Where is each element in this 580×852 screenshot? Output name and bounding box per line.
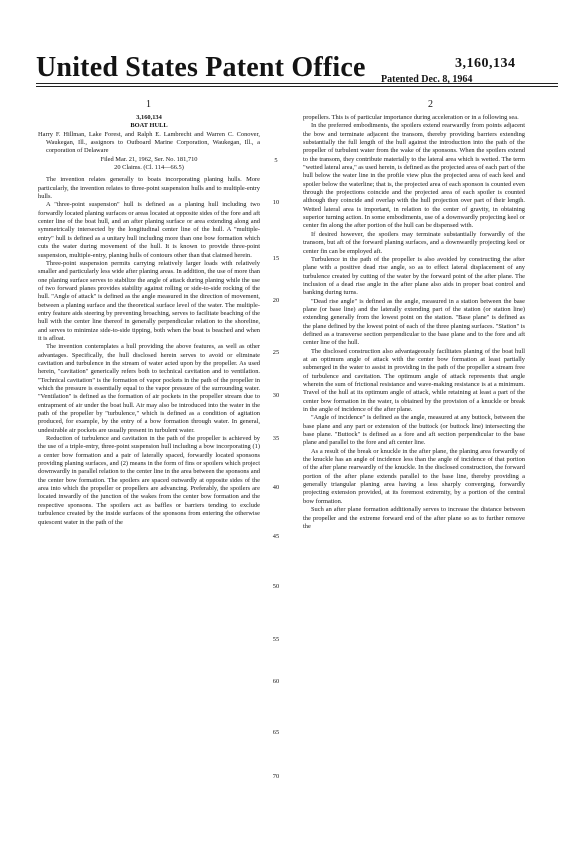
paragraph: Reduction of turbulence and cavitation in the path of the propeller is achieved by the use of a triple-entry, three-point suspension hull including a bow incorporating (1) a center bow formation and a pair of laterally spaced, forwardly located sponsons providing planing surfaces, and (2) means in the form of fins or spoilers which project downwardly in parallel relation to the center line in the area between the sponsons and the center bow formation. The spoilers are spaced outwardly at opposite sides of the area into which the propeller or propellers are advancing. Preferably, the spoilers are located inwardly of the junction of the wakes from the center bow formation and the respective sponsons. The spoilers act as baffles or barriers tending to exclude turbulence created by the inside surfaces of the sponsons from entering the otherwise quiescent water in the path of the	[38, 435, 260, 526]
paragraph: "Angle of incidence" is defined as the angle, measured at any buttock, between the base plane and any part or extension of the buttock (or buttock line) intersecting the base plane. "Buttock" is defined as a fore and aft section perpendicular to the base plane and parallel to the fore and aft center line.	[303, 414, 525, 447]
header-rule-thin	[36, 86, 558, 87]
line-number: 65	[272, 729, 280, 736]
line-number: 45	[272, 533, 280, 540]
line-number: 70	[272, 773, 280, 780]
line-number: 35	[272, 435, 280, 442]
line-number: 40	[272, 484, 280, 491]
paragraph: In the preferred embodiments, the spoilers extend rearwardly from points adjacent the bow and terminate adjacent the transom, thereby providing barriers extending substantially the full length of the hull against the introduction into the path of the propeller of turbulent water from the wake of the sponsons. When the spoilers extend to the transom, they contribute materially to the lateral area which is wetted. The term "wetted lateral area," as used herein, is defined as the projected area of each part of the hull below the water line in the profile view plus the projected area of each keel and spoiler below the waterline; that is, the projected area of each sponson is counted even through the projections coincide and the projected area of each spoiler is counted although they coincide and overlap with the hull projection over part of their length. Wetted lateral area is important, in relation to the center of gravity, in obtaining superior turning action. In some embodiments, use of a downwardly projecting keel or center fin along the after portion of the hull can be dispensed with.	[303, 122, 525, 230]
left-column	[38, 114, 260, 527]
inventors: Harry F. Hillman, Lake Forest, and Ralph E. Lambrecht and Warren C. Conover, Waukegan, Ill., assignors to Outboard Marine Corporation, Waukegan, Ill., a corporation of Delaware	[38, 130, 260, 155]
paragraph: "Dead rise angle" is defined as the angle, measured in a station between the base plane (or base line) and the laterally extending part of the station (or station line) extending generally from the lowest point on the station. "Base plane" is defined as the plane defined by the lowest point of each of the three planing surfaces. "Station" is defined as a transverse section perpendicular to the base plane and to the fore and aft center line of the hull.	[303, 297, 525, 347]
line-number: 55	[272, 636, 280, 643]
paragraph: Such an after plane formation additionally serves to increase the distance between the propeller and the extreme forward end of the after plane so as to further remove the	[303, 506, 525, 530]
office-title: United States Patent Office	[36, 52, 366, 83]
paragraph: The invention contemplates a hull providing the above features, as well as other advantages. Specifically, the hull disclosed herein serves to avoid or eliminate cavitation and turbulence in the stream of water acted upon by the propeller. As used herein, "cavitation" generically refers both to technical cavitation and to ventilation. "Technical cavitation" is the formation of vapor pockets in the path of the propeller in which the pressure is essentially equal to the vapor pressure of the surrounding water. "Ventilation" is defined as the formation of air pockets in the propeller stream due to entrapment of air under the boat hull. Air may also be introduced into the water in the path of the propeller by "turbulence," which is defined as a condition of agitation produced, for example, by the entry of a bow formation through water. In general, undesirable air pockets are usually present in turbulent water.	[38, 343, 260, 434]
line-number: 20	[272, 297, 280, 304]
paragraph: If desired however, the spoilers may terminate substantially forwardly of the transom, but aft of the forward planing surfaces, and a downwardly projecting keel or center fin can be employed aft.	[303, 230, 525, 255]
paragraph: propellers. This is of particular importance during acceleration or in a following sea.	[303, 114, 519, 121]
line-number: 5	[274, 157, 278, 164]
paragraph: Three-point suspension permits carrying relatively larger loads with relatively smaller and particularly less wide after planing areas. In addition, the use of more than one planing surface serves to stabilize the angle of attack during planing while the use of two forward planes provides stability against rolling or side-to-side rocking of the hull. "Angle of attack" is defined as the angle measured in the direction of movement, between a planing surface and the theoretical surface level of the water. The multiple-entry feature aids steering by preventing broaching, serves to facilitate beaching of the hull with the center line thereof in generally perpendicular relation to the shoreline, and serves to minimize side-to-side tipping, both when the boat is beached and when it is afloat.	[38, 259, 260, 342]
paragraph: The disclosed construction also advantageously facilitates planing of the boat hull at an optimum angle of attack with the center bow formation at least partially submerged in the water to assist in providing in the path of the propeller a stream free of turbulence and cavitation. The optimum angle of attack represents that angle wherein the sum of frictional resistance and wave-making resistance is at a minimum. Travel of the hull at its optimum angle of attack, while retaining at least a part of the center bow formation in the water, is obtained by the provision of a knuckle or break in the angle of incidence of the after plane.	[303, 347, 525, 414]
front-number: 3,160,134	[136, 114, 162, 121]
paragraph: Turbulence in the path of the propeller is also avoided by constructing the after plane with a positive dead rise angle, so as to effect lateral displacement of any turbulence created by cutting of the water by the forward point of the after plane. The inclusion of a dead rise angle in the after plane also aids in proper boat control and banking during turns.	[303, 255, 525, 297]
line-number: 50	[272, 583, 280, 590]
filed-line: Filed Mar. 21, 1962, Ser. No. 181,710	[100, 155, 198, 163]
line-number: 10	[272, 199, 280, 206]
paragraph: As a result of the break or knuckle in the after plane, the planing area forwardly of the knuckle has an angle of incidence less than the angle of incidence of that portion of the after plane rearwardly of the knuckle. In the disclosed construction, the forward portion of the after plane extends parallel to the base line, thereby providing a generally triangular planing area having a less sharply converging, forwardly projecting extension provided, at its foremost extremity, by a portion of the central bow formation.	[303, 447, 525, 505]
patent-date: Patented Dec. 8, 1964	[381, 74, 473, 85]
line-number: 15	[272, 255, 280, 262]
right-column	[303, 114, 525, 531]
claims-line: 20 Claims. (Cl. 114—66.5)	[114, 164, 184, 172]
line-number: 60	[272, 678, 280, 685]
header-rule	[36, 83, 558, 84]
column-number-left: 1	[146, 99, 151, 110]
paragraph: A "three-point suspension" hull is defined as a planing hull including two forwardly located planing surfaces or areas located at opposite sides of the fore and aft center line of the boat hull, and an after planing surface or area extending along and symmetrically intersected by the longitudinal center line of the hull. A "multiple-entry" hull is defined as a unitary hull including more than one bow formation which cuts the water during movement of the hull. It is known to provide three-point suspension, multiple-entry, planing hulls of contours other than that claimed herein.	[38, 201, 260, 259]
column-number-right: 2	[428, 99, 433, 110]
line-number: 30	[272, 392, 280, 399]
patent-number: 3,160,134	[455, 56, 516, 71]
line-number: 25	[272, 349, 280, 356]
paragraph: The invention relates generally to boats incorporating planing hulls. More particularly, the invention relates to three-point suspension hulls and to multiple-entry hulls.	[38, 176, 260, 201]
front-title: BOAT HULL	[130, 122, 168, 130]
